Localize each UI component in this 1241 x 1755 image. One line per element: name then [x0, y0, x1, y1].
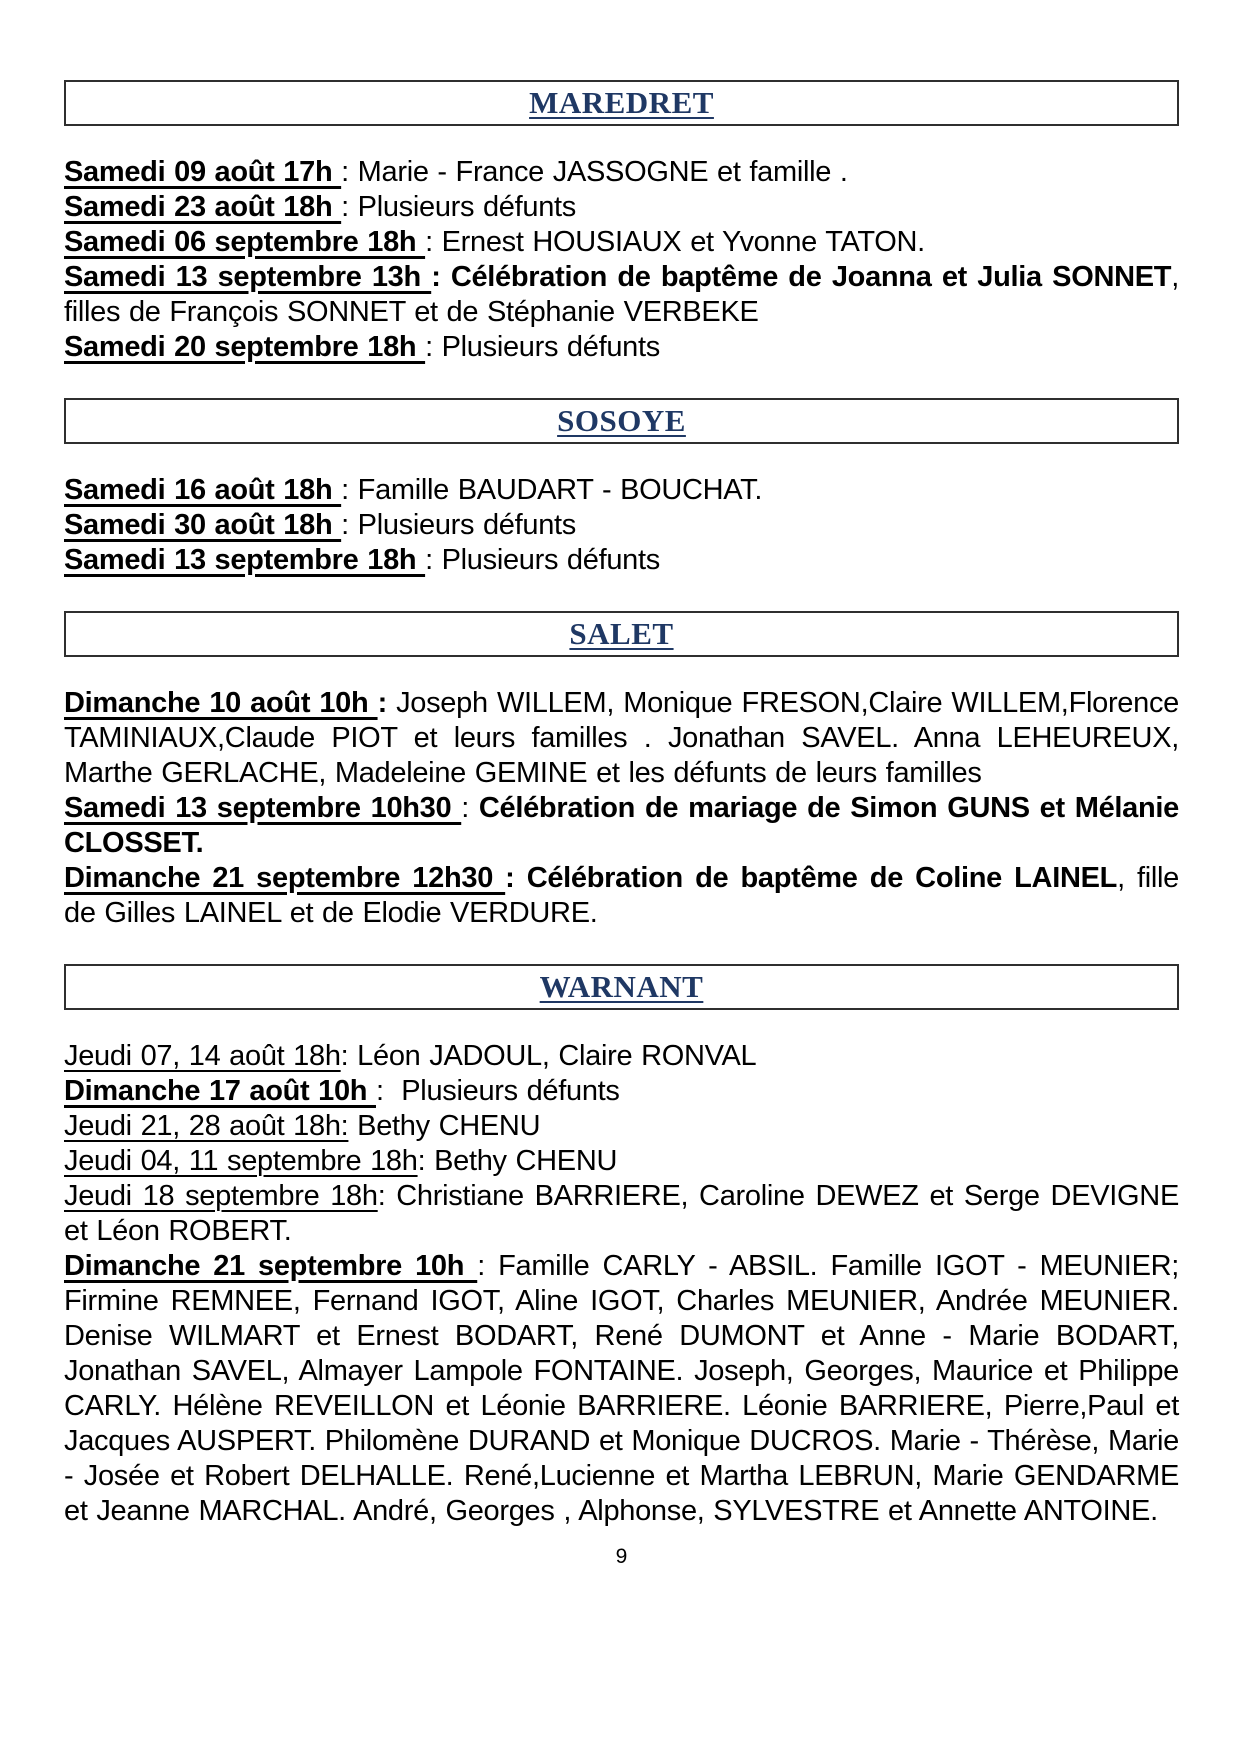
entry-text: Famille CARLY - ABSIL. Famille IGOT - MEUNIER; Firmine REMNEE, Fernand IGOT, Aline IGOT, Charles MEUNIER, Andrée MEUNIER. Denise WILMART et Ernest BODART, René DUMONT et Anne - Marie BODART, Jonathan SAVEL, Almayer Lampole FONTAINE. Joseph, Georges, Maurice et Philippe CARLY. Hélène REVEILLON et Léonie BARRIERE. Léonie BARRIERE, Pierre,Paul et Jacques AUSPERT. Philomène DURAND et Monique DUCROS. Marie - Thérèse, Marie - Josée et Robert DELHALLE. René,Lucienne et Martha LEBRUN, Marie GENDARME et Jeanne MARCHAL. André, Georges , Alphonse, SYLVESTRE et Annette ANTOINE.	[64, 1250, 1180, 1527]
entry-text: : Bethy CHENU	[417, 1145, 618, 1177]
entry-text: :	[505, 862, 527, 894]
entry-date: Samedi 13 septembre 13h	[64, 261, 432, 293]
entry-date: Samedi 09 août 17h	[64, 156, 342, 188]
entry-date: Samedi 23 août 18h	[64, 191, 342, 223]
mass-entry	[64, 1179, 1179, 1249]
entry-text: : Plusieurs défunts	[375, 1075, 620, 1107]
mass-entry	[64, 686, 1179, 791]
section-entries	[64, 155, 1179, 365]
entry-date: Samedi 20 septembre 18h	[64, 331, 426, 363]
entry-text: : Famille BAUDART - BOUCHAT.	[341, 474, 763, 506]
entry-text: :	[477, 1250, 499, 1282]
mass-entry	[64, 330, 1179, 365]
entry-text: : Plusieurs défunts	[425, 544, 660, 576]
entry-date: Dimanche 21 septembre 12h30	[64, 862, 506, 894]
mass-entry	[64, 260, 1179, 330]
entry-text: Célébration de baptême de Joanna et Julia SONNET	[450, 261, 1172, 293]
mass-entry	[64, 861, 1179, 931]
section-header-box	[64, 398, 1179, 444]
entry-text: : Plusieurs défunts	[341, 509, 577, 541]
mass-entry	[64, 190, 1179, 225]
entry-date: Dimanche 21 septembre 10h	[64, 1250, 478, 1282]
mass-entry	[64, 473, 1179, 508]
section-title: SOSOYE	[557, 403, 686, 438]
mass-entry	[64, 791, 1179, 861]
section-salet	[64, 611, 1179, 931]
mass-entry	[64, 1039, 1179, 1074]
entry-text: , filles de François SONNET et de Stéphanie VERBEKE	[64, 261, 1179, 328]
entry-date: Dimanche 17 août 10h	[64, 1075, 376, 1107]
entry-text: : Christiane BARRIERE, Caroline DEWEZ et Serge DEVIGNE et Léon ROBERT.	[64, 1180, 1179, 1247]
entry-text: : Ernest HOUSIAUX et Yvonne TATON.	[425, 226, 925, 258]
mass-entry	[64, 1249, 1179, 1529]
entry-date: Jeudi 07, 14 août 18h	[64, 1040, 341, 1072]
section-entries	[64, 473, 1179, 578]
entry-text: Célébration de baptême de Coline LAINEL	[526, 862, 1118, 894]
entry-text: Joseph WILLEM, Monique FRESON,Claire WILLEM,Florence TAMINIAUX,Claude PIOT et leurs familles . Jonathan SAVEL. Anna LEHEUREUX, Marthe GERLACHE, Madeleine GEMINE et les défunts de leurs familles	[64, 687, 1179, 789]
entry-date: Samedi 16 août 18h	[64, 474, 342, 506]
entry-text: : Léon JADOUL, Claire RONVAL	[340, 1040, 757, 1072]
entry-date: Jeudi 04, 11 septembre 18h	[64, 1145, 418, 1177]
mass-entry	[64, 1109, 1179, 1144]
section-sosoye	[64, 398, 1179, 578]
mass-entry	[64, 1144, 1179, 1179]
entry-text: :	[431, 261, 451, 293]
entry-date: Samedi 30 août 18h	[64, 509, 342, 541]
entry-text: Bethy CHENU	[348, 1110, 541, 1142]
entry-date: Samedi 13 septembre 18h	[64, 544, 426, 576]
section-entries	[64, 1039, 1179, 1529]
section-header-box	[64, 611, 1179, 657]
mass-entry	[64, 225, 1179, 260]
page-number: 9	[615, 1545, 628, 1568]
section-title: MAREDRET	[529, 85, 714, 120]
section-header-box	[64, 80, 1179, 126]
entry-text: : Marie - France JASSOGNE et famille .	[341, 156, 848, 188]
section-header-box	[64, 964, 1179, 1010]
entry-text: , fille de Gilles LAINEL et de Elodie VERDURE.	[64, 862, 1179, 929]
entry-date: Samedi 06 septembre 18h	[64, 226, 426, 258]
mass-entry	[64, 1074, 1179, 1109]
mass-entry	[64, 508, 1179, 543]
entry-text: :	[461, 792, 479, 824]
section-maredret	[64, 80, 1179, 365]
bulletin-content	[64, 80, 1179, 1529]
entry-text: : Plusieurs défunts	[341, 191, 577, 223]
mass-entry	[64, 155, 1179, 190]
mass-entry	[64, 543, 1179, 578]
section-warnant	[64, 964, 1179, 1529]
entry-text: Célébration de mariage de Simon GUNS et Mélanie CLOSSET.	[64, 792, 1179, 859]
entry-date: Samedi 13 septembre 10h30	[64, 792, 462, 824]
entry-text: : Plusieurs défunts	[425, 331, 660, 363]
entry-text: :	[377, 687, 397, 719]
entry-date: Dimanche 10 août 10h	[64, 687, 378, 719]
entry-date: Jeudi 21, 28 août 18h:	[64, 1110, 349, 1142]
section-title: WARNANT	[539, 969, 704, 1004]
entry-date: Jeudi 18 septembre 18h	[64, 1180, 378, 1212]
section-title: SALET	[569, 616, 674, 651]
section-entries	[64, 686, 1179, 931]
